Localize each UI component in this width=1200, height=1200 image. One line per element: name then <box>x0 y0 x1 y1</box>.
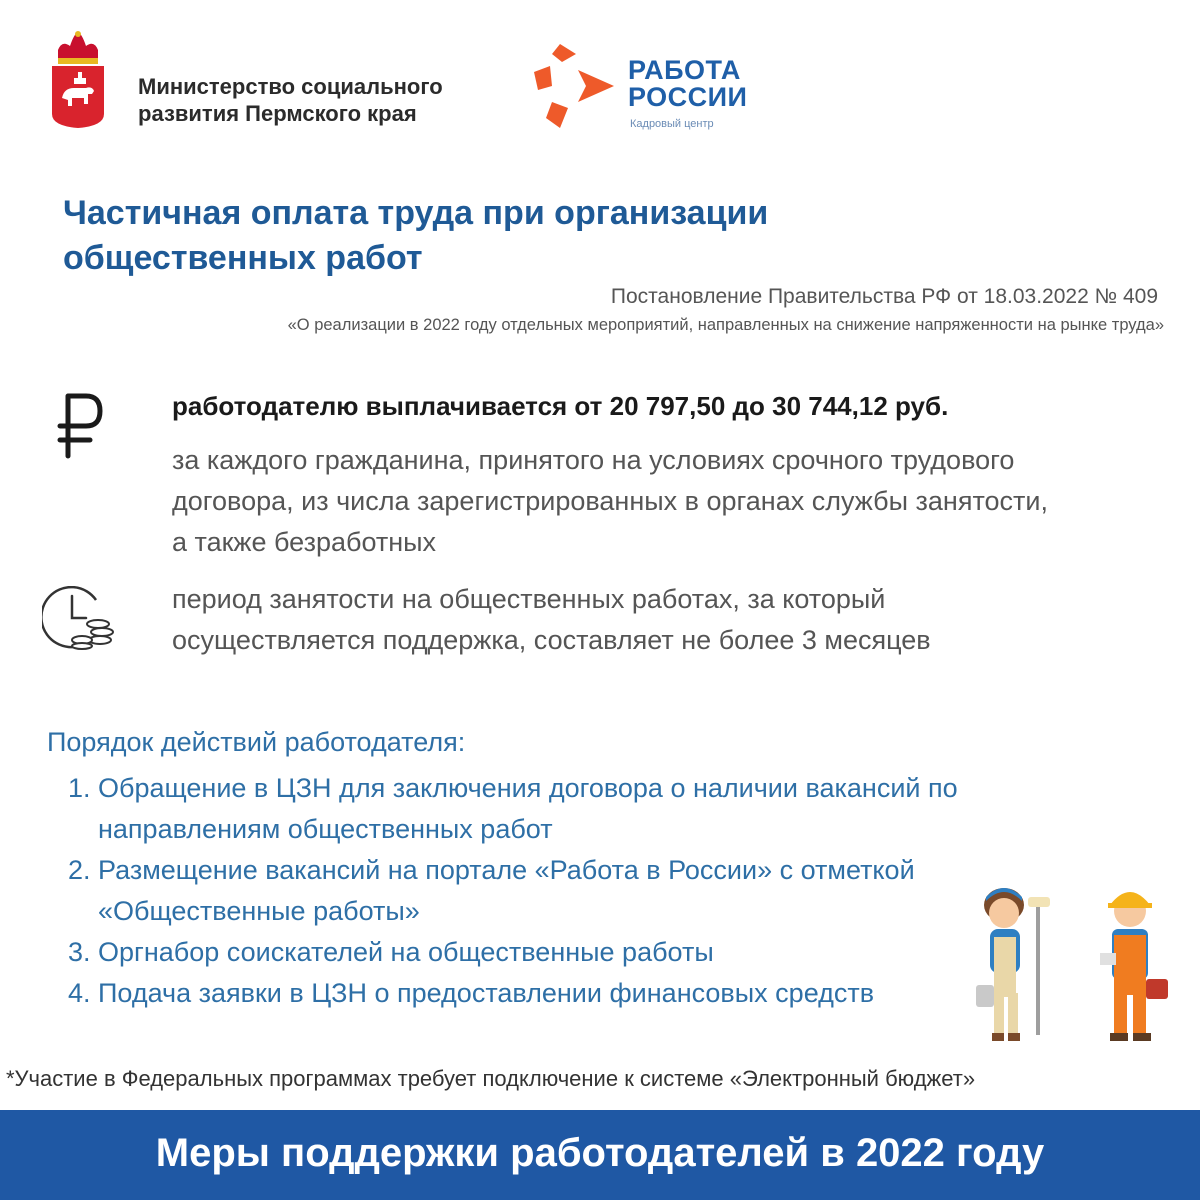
ministry-name-line2: развития Пермского края <box>138 101 417 126</box>
step-text-line2: направлениям общественных работ <box>98 814 553 844</box>
step-text-line1: Размещение вакансий на портале «Работа в России» с отметкой <box>98 855 915 885</box>
rabota-rossii-logo-icon <box>532 42 616 130</box>
step-number: 4. <box>68 978 91 1008</box>
step-item <box>68 850 1068 932</box>
page-title-line2: общественных работ <box>63 239 423 277</box>
decree-title: «О реализации в 2022 году отдельных мероприятий, направленных на снижение напряженности на рынке труда» <box>287 316 1164 334</box>
banner-title: Меры поддержки работодателей в 2022 году <box>155 1131 1045 1175</box>
steps-list <box>68 768 1068 1014</box>
ruble-icon <box>52 390 108 460</box>
workers-illustration <box>950 875 1185 1050</box>
step-item <box>68 973 1068 1014</box>
ministry-name-line1: Министерство социального <box>138 74 443 99</box>
step-text-line1: Оргнабор соискателей на общественные работы <box>98 937 714 967</box>
page-title-line1: Частичная оплата труда при организации <box>63 194 769 232</box>
rabota-rossii-title-line2: РОССИИ <box>628 82 748 112</box>
support-period <box>172 579 1172 661</box>
step-item <box>68 768 1068 850</box>
rabota-rossii-title-line1: РАБОТА <box>628 55 741 85</box>
clock-coins-icon <box>42 586 118 650</box>
support-period-line1: период занятости на общественных работах, за который <box>172 584 886 614</box>
decree-reference: Постановление Правительства РФ от 18.03.2022 № 409 <box>610 285 1158 308</box>
step-text-line1: Обращение в ЦЗН для заключения договора о наличии вакансий по <box>98 773 958 803</box>
support-period-line2: осуществляется поддержка, составляет не более 3 месяцев <box>172 625 931 655</box>
step-item <box>68 932 1068 973</box>
payment-conditions-line1: за каждого гражданина, принятого на условиях срочного трудового <box>172 445 1015 475</box>
ministry-name <box>138 73 443 127</box>
step-number: 2. <box>68 855 91 885</box>
step-text-line1: Подача заявки в ЦЗН о предоставлении финансовых средств <box>98 978 875 1008</box>
step-number: 1. <box>68 773 91 803</box>
rabota-rossii-subtitle: Кадровый центр <box>630 118 714 130</box>
payment-amount: работодателю выплачивается от 20 797,50 до 30 744,12 руб. <box>172 391 949 421</box>
step-number: 3. <box>68 937 91 967</box>
step-text-line2: «Общественные работы» <box>98 896 420 926</box>
steps-title: Порядок действий работодателя: <box>47 727 466 757</box>
payment-conditions-line3: а также безработных <box>172 527 437 557</box>
footnote: *Участие в Федеральных программах требует подключение к системе «Электронный бюджет» <box>6 1066 976 1091</box>
perm-krai-coat-of-arms-icon <box>48 28 108 130</box>
page-title <box>63 191 963 281</box>
rabota-rossii-title <box>628 57 747 111</box>
payment-conditions <box>172 440 1172 563</box>
payment-conditions-line2: договора, из числа зарегистрированных в органах службы занятости, <box>172 486 1048 516</box>
